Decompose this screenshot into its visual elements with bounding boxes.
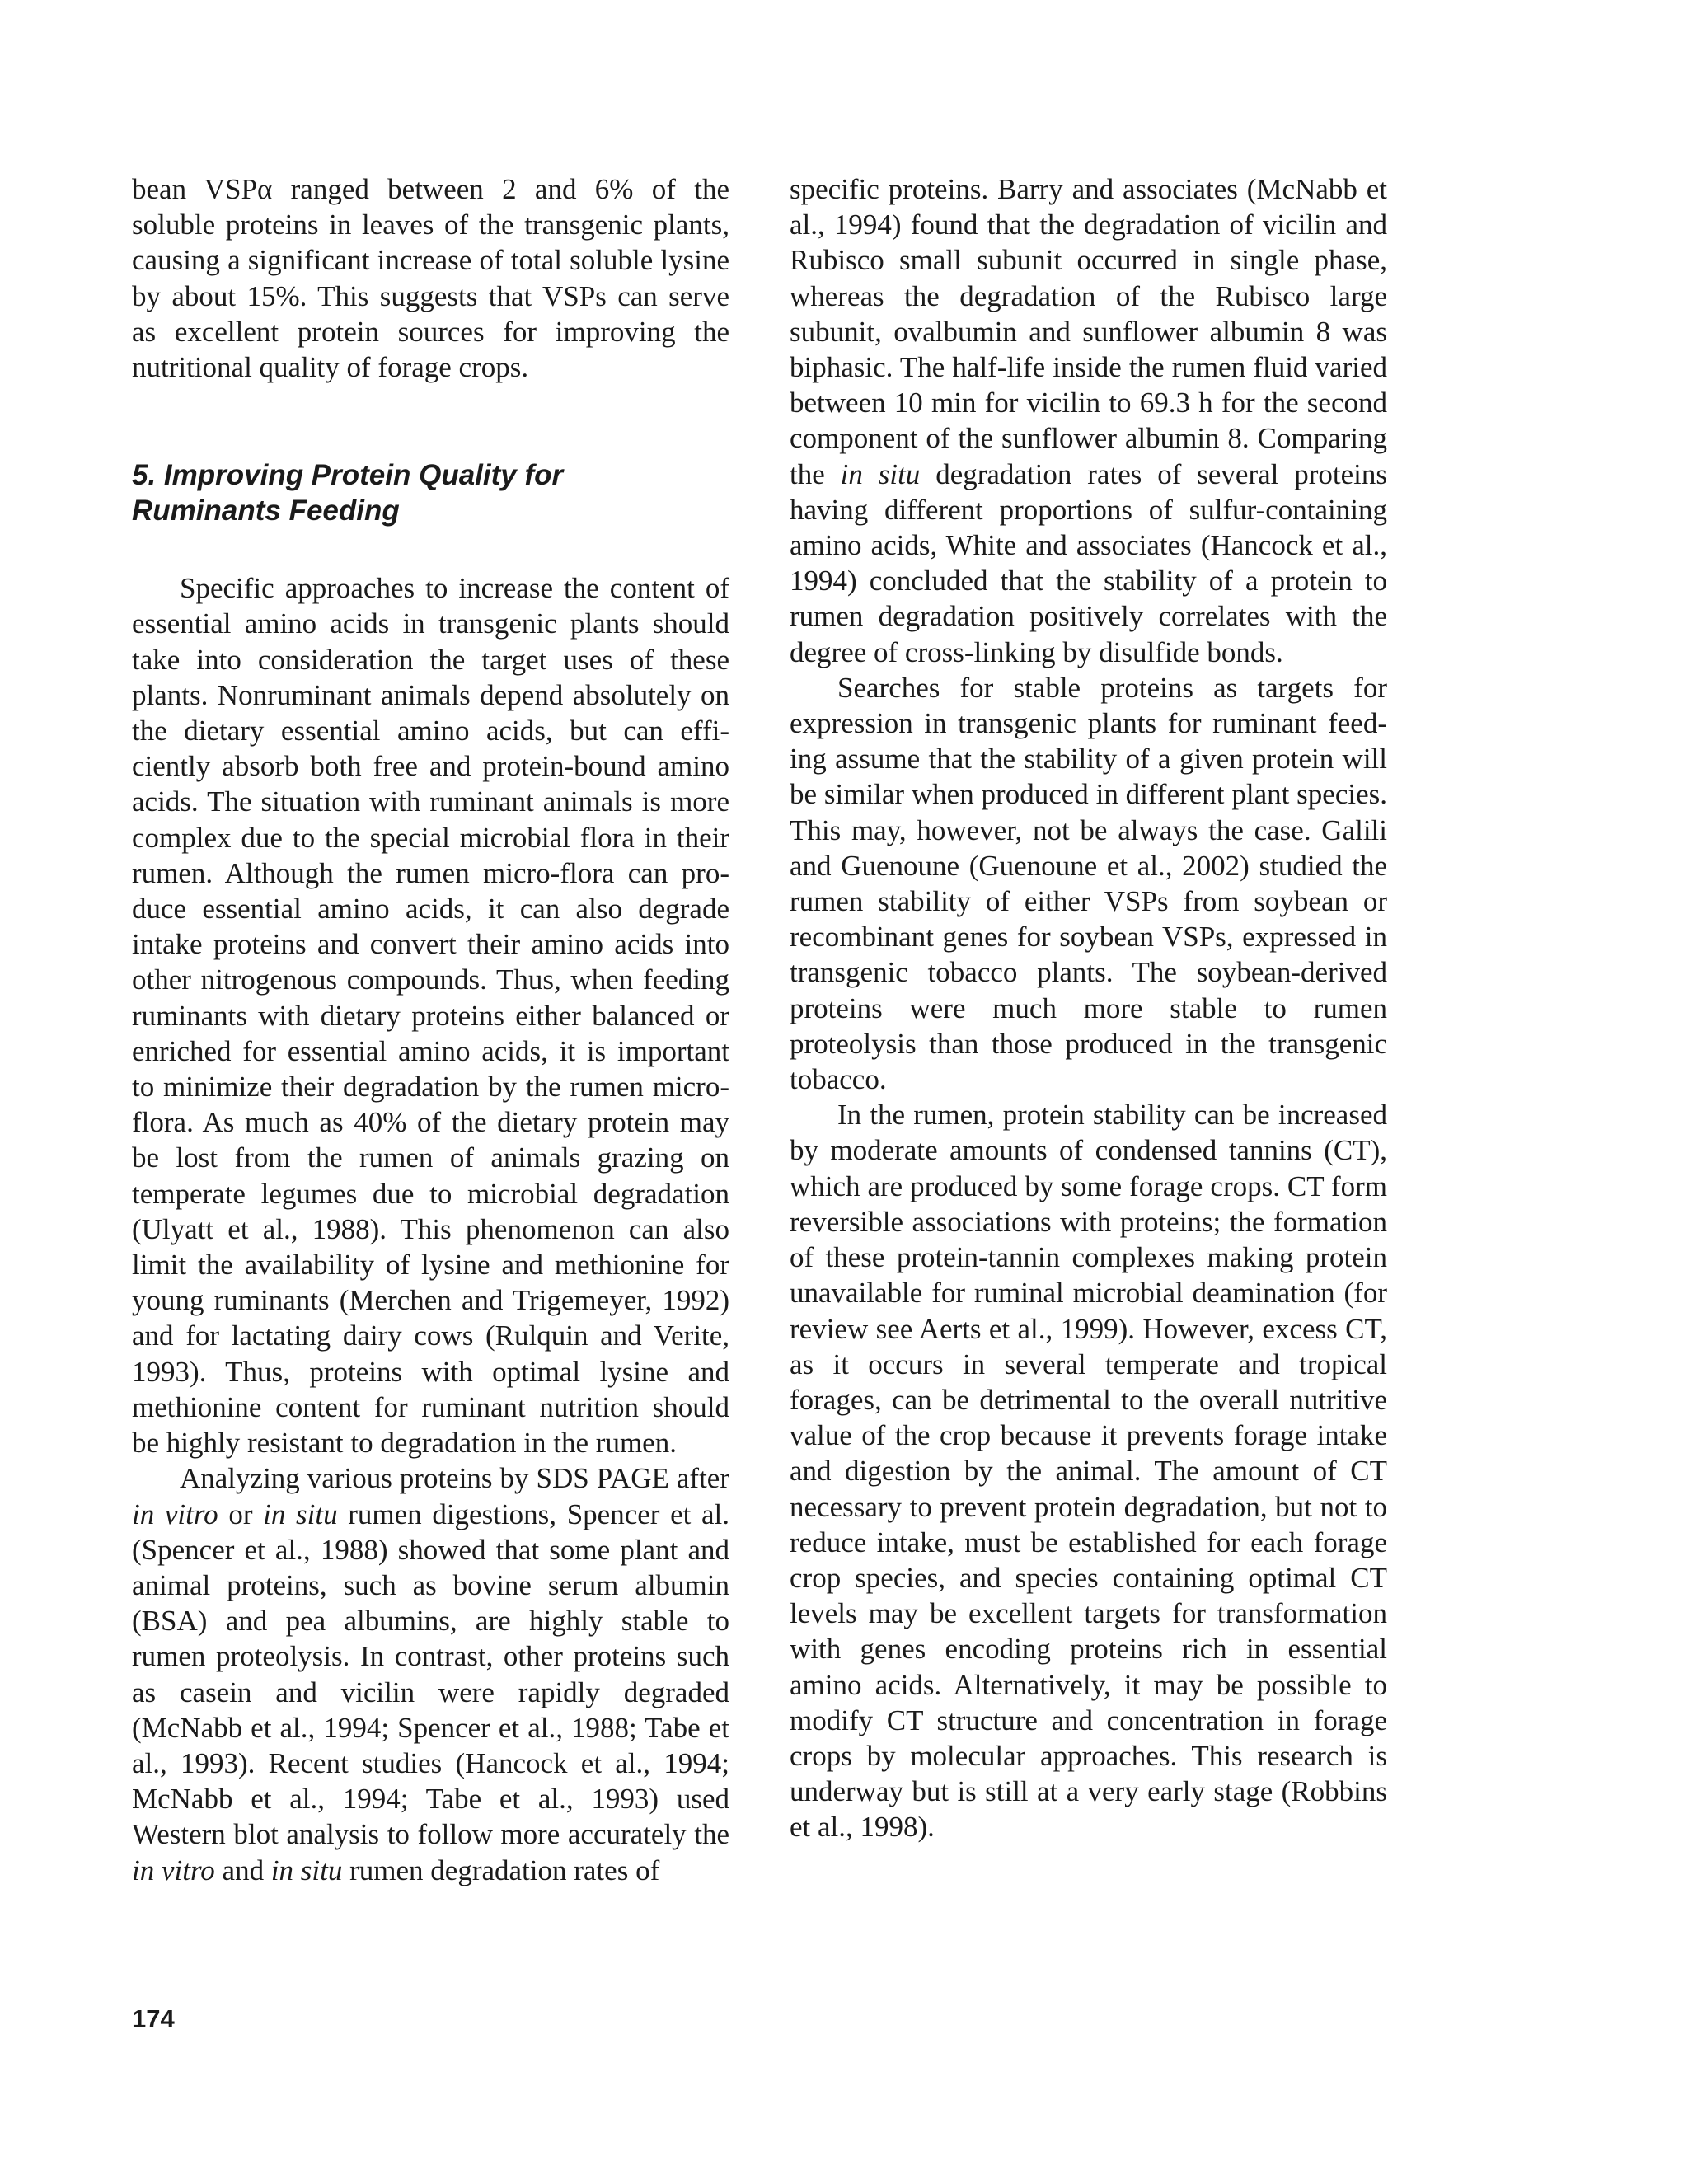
italic-term: in vitro <box>132 1854 215 1886</box>
right-column <box>790 171 1387 1845</box>
section-heading-line-1: 5. Improving Protein Quality for <box>132 459 564 492</box>
section-heading-line-2: Ruminants Feeding <box>132 494 400 527</box>
text-run: and <box>214 1854 271 1886</box>
text-run: rumen degradation rates of <box>342 1854 660 1886</box>
text-run: degradation rates of several proteins having different proportions of sulfur-containing amino acids, White and associates (Hancock et al., 1994) concluded that the stability of a protein to rumen degradation positively correlates with the degree of cross-linking by disulfide bonds. <box>790 457 1387 668</box>
paragraph-condensed-tannins: In the rumen, protein stability can be increased by moderate amounts of condensed tannins (CT), which are produced by some forage crops. CT form reversible associations with proteins; the formation of these protein-tannin complexes making protein unavailable for ruminal microbial deamination (for review see Aerts et al., 1999). However, excess CT, as it occurs in several temperate and tropical forages, can be detrimental to the overall nutritive value of the crop because it prevents forage intake and digestion by the animal. The amount of CT necessary to prevent protein degradation, but not to reduce intake, must be established for each forage crop species, and species containing optimal CT levels may be excellent targets for transformation with genes encoding proteins rich in essential amino acids. Alternatively, it may be possible to modify CT structure and concentration in forage crops by molecular approaches. This research is underway but is still at a very early stage (Robbins et al., 1998). <box>790 1099 1387 1844</box>
paragraph-specific-approaches: Specific approaches to increase the content of essential amino acids in transgenic plants should take into consideration the target uses of these plants. Nonruminant animals depend absolutely on the dietary essential amino acids, but can efficiently absorb both free and protein-bound amino acids. The situation with ruminant animals is more complex due to the special microbial flora in their rumen. Although the rumen micro-flora can produce essential amino acids, it can also degrade intake proteins and convert their amino acids into other nitrogenous compounds. Thus, when feeding ruminants with dietary proteins either balanced or enriched for essential amino acids, it is important to minimize their degradation by the rumen micro-flora. As much as 40% of the dietary protein may be lost from the rumen of animals grazing on temperate legumes due to microbial degradation (Ulyatt et al., 1988). This phenomenon can also limit the availability of lysine and methionine for young ruminants (Merchen and Trigemeyer, 1992) and for lactating dairy cows (Rulquin and Verite, 1993). Thus, proteins with optimal lysine and methionine content for ruminant nutrition should be highly resistant to degradation in the rumen. <box>132 572 729 1460</box>
italic-term: in situ <box>263 1497 338 1530</box>
section-heading <box>132 457 729 528</box>
italic-term: in situ <box>840 457 921 490</box>
text-run: Analyzing various proteins by SDS PAGE after <box>180 1462 729 1495</box>
page-number: 174 <box>132 2004 175 2033</box>
text-run: or <box>218 1497 264 1530</box>
paragraph-specific-proteins <box>790 171 1387 670</box>
italic-term: in vitro <box>132 1497 218 1530</box>
italic-term: in situ <box>270 1854 343 1886</box>
paragraph-analyzing-proteins <box>132 1460 729 1887</box>
left-column <box>132 171 729 1888</box>
text-run: rumen digestions, Spencer et al. (Spencer et al., 1988) showed that some plant and animal proteins, such as bovine serum albumin (BSA) and pea albumins, are highly stable to rumen proteolysis. In contrast, other proteins such as casein and vicilin were rapidly degraded (McNabb et al., 1994; Spencer et al., 1988; Tabe et al., 1993). Recent studies (Hancock et al., 1994; McNabb et al., 1994; Tabe et al., 1993) used Western blot analysis to follow more accurately the <box>132 1497 729 1851</box>
paragraph-searches-stable-proteins: Searches for stable proteins as targets for expression in transgenic plants for ruminant feeding assume that the stability of a given protein will be similar when produced in different plant species. This may, however, not be always the case. Galili and Guenoune (Guenoune et al., 2002) studied the rumen stability of either VSPs from soybean or recombinant genes for soybean VSPs, expressed in transgenic tobacco plants. The soybean-derived proteins were much more stable to rumen proteolysis than those produced in the transgenic tobacco. <box>790 671 1387 1096</box>
paragraph-vsp-alpha: bean VSPα ranged between 2 and 6% of the soluble proteins in leaves of the transgenic plants, causing a significant increase of total soluble lysine by about 15%. This suggests that VSPs can serve as excellent protein sources for improving the nutritional quality of forage crops. <box>132 173 729 384</box>
text-run: specific proteins. Barry and associates (McNabb et al., 1994) found that the degradation of vicilin and Rubisco small subunit occurred in single phase, whereas the degradation of the Rubisco large subunit, ovalbumin and sunflower albumin 8 was biphasic. The half-life inside the rumen fluid varied between 10 min for vicilin to 69.3 h for the second component of the sunflower albumin 8. Comparing the <box>790 173 1387 490</box>
